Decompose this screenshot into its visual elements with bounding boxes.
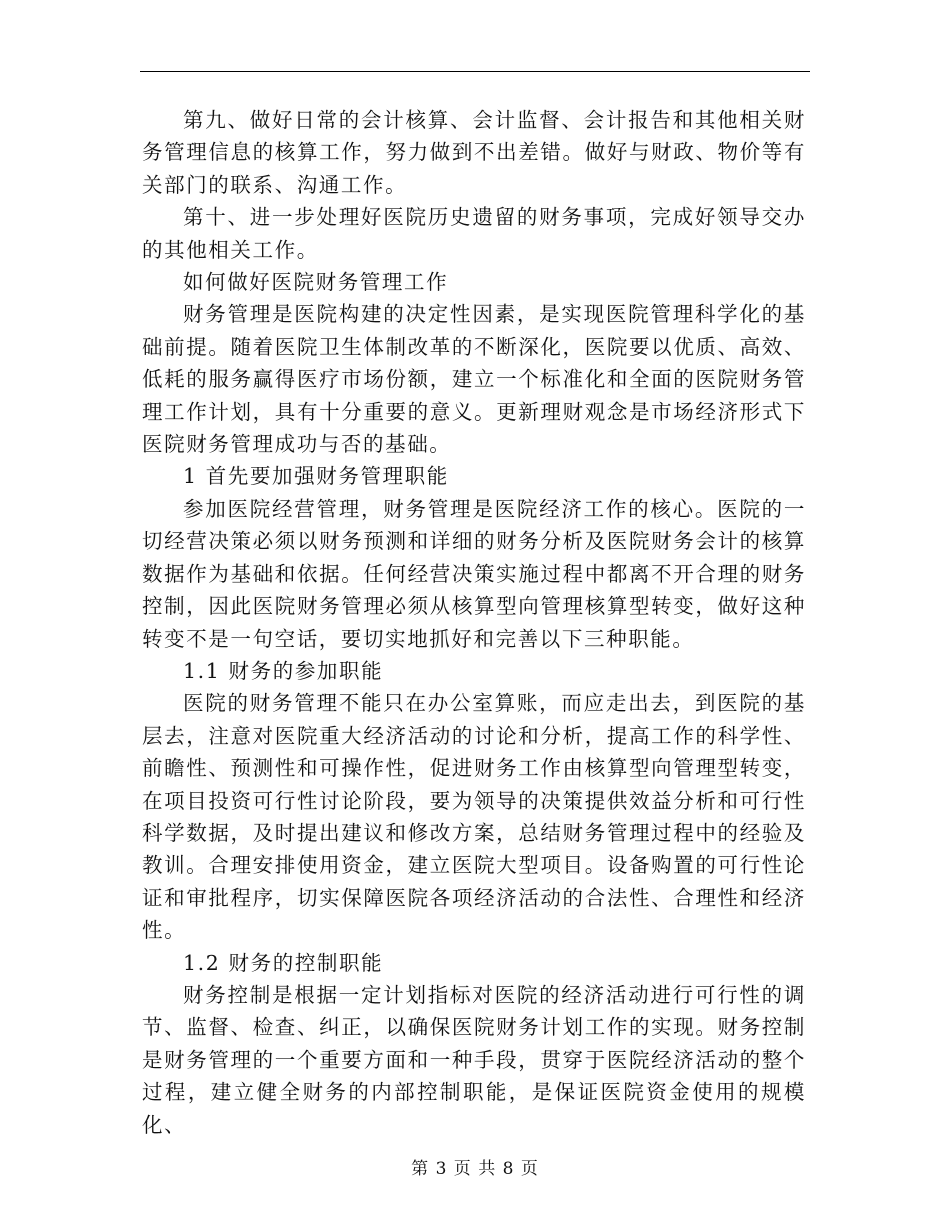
paragraph-1-2: 财务控制是根据一定计划指标对医院的经济活动进行可行性的调节、监督、检查、纠正，以确保医院财务计划工作的实现。财务控制是财务管理的一个重要方面和一种手段，贯穿于医院经济活动的整个过程，建立健全财务的内部控制职能，是保证医院资金使用的规模化、 xyxy=(142,982,806,1137)
intro-paragraph: 财务管理是医院构建的决定性因素，是实现医院管理科学化的基础前提。随着医院卫生体制改革的不断深化，医院要以优质、高效、低耗的服务赢得医疗市场份额，建立一个标准化和全面的医院财务管理工作计划，具有十分重要的意义。更新理财观念是市场经济形式下医院财务管理成功与否的基础。 xyxy=(142,302,806,457)
paragraph-1-1: 医院的财务管理不能只在办公室算账，而应走出去，到医院的基层去，注意对医院重大经济活动的讨论和分析，提高工作的科学性、前瞻性、预测性和可操作性，促进财务工作由核算型向管理型转变，在项目投资可行性讨论阶段，要为领导的决策提供效益分析和可行性科学数据，及时提出建议和修改方案，总结财务管理过程中的经验及教训。合理安排使用资金，建立医院大型项目。设备购置的可行性论证和审批程序，切实保障医院各项经济活动的合法性、合理性和经济性。 xyxy=(142,691,806,943)
paragraph-item-9: 第九、做好日常的会计核算、会计监督、会计报告和其他相关财务管理信息的核算工作，努力做到不出差错。做好与财政、物价等有关部门的联系、沟通工作。 xyxy=(142,108,806,197)
document-body xyxy=(142,104,806,1141)
page-number: 第 3 页 共 8 页 xyxy=(411,1159,539,1179)
paragraph-item-10: 第十、进一步处理好医院历史遗留的财务事项，完成好领导交办的其他相关工作。 xyxy=(142,205,806,262)
heading-1-1: 1.1 财务的参加职能 xyxy=(183,658,384,683)
heading-1-2: 1.2 财务的控制职能 xyxy=(183,950,384,975)
paragraph-1: 参加医院经营管理，财务管理是医院经济工作的核心。医院的一切经营决策必须以财务预测和详细的财务分析及医院财务会计的核算数据作为基础和依据。任何经营决策实施过程中都离不开合理的财务控制，因此医院财务管理必须从核算型向管理核算型转变，做好这种转变不是一句空话，要切实地抓好和完善以下三种职能。 xyxy=(142,496,806,651)
header-rule xyxy=(140,71,810,72)
section-heading: 如何做好医院财务管理工作 xyxy=(183,270,449,295)
heading-1: 1 首先要加强财务管理职能 xyxy=(183,464,449,489)
